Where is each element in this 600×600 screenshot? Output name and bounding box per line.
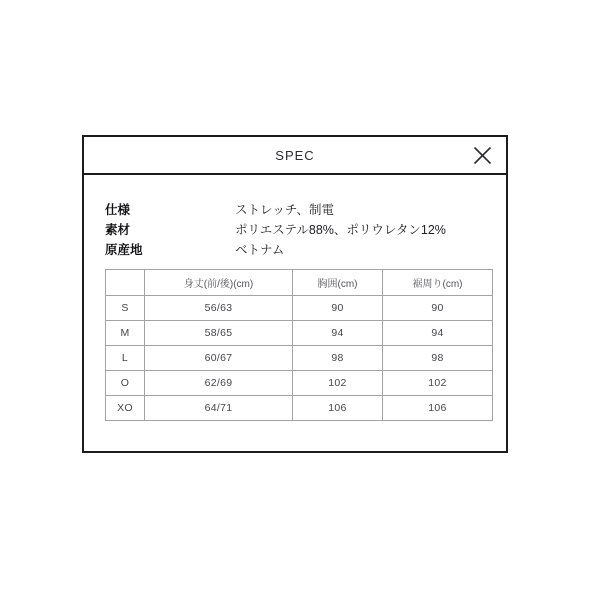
cell-length-l: 60/67 — [145, 346, 293, 371]
header-cell-size — [106, 270, 145, 296]
table-row-xo — [106, 396, 493, 421]
cell-length-s: 56/63 — [145, 296, 293, 321]
info-value-material: ポリエステル88%、ポリウレタン12% — [235, 223, 446, 237]
info-value-spec: ストレッチ、制電 — [235, 203, 335, 217]
close-button[interactable] — [469, 142, 495, 168]
cell-size-s: S — [106, 296, 145, 321]
table-row-m — [106, 321, 493, 346]
cell-size-xo: XO — [106, 396, 145, 421]
spec-info — [105, 199, 486, 259]
size-table-header-row — [106, 270, 493, 296]
close-icon — [473, 146, 492, 165]
table-row-s — [106, 296, 493, 321]
cell-length-xo: 64/71 — [145, 396, 293, 421]
cell-hem-l: 98 — [383, 346, 493, 371]
info-label-origin: 原産地 — [105, 243, 143, 257]
cell-length-m: 58/65 — [145, 321, 293, 346]
cell-size-l: L — [106, 346, 145, 371]
cell-chest-s: 90 — [293, 296, 383, 321]
modal-body — [84, 175, 506, 421]
cell-chest-m: 94 — [293, 321, 383, 346]
cell-size-o: O — [106, 371, 145, 396]
cell-chest-xo: 106 — [293, 396, 383, 421]
header-cell-chest: 胸囲(cm) — [293, 270, 383, 296]
cell-chest-o: 102 — [293, 371, 383, 396]
header-cell-hem: 裾周り(cm) — [383, 270, 493, 296]
cell-chest-l: 98 — [293, 346, 383, 371]
cell-hem-s: 90 — [383, 296, 493, 321]
cell-hem-m: 94 — [383, 321, 493, 346]
modal-title: SPEC — [275, 147, 315, 163]
cell-size-m: M — [106, 321, 145, 346]
spec-modal — [82, 135, 508, 453]
cell-length-o: 62/69 — [145, 371, 293, 396]
table-row-o — [106, 371, 493, 396]
header-cell-body-length: 身丈(前/後)(cm) — [145, 270, 293, 296]
table-row-l — [106, 346, 493, 371]
size-table-body — [106, 296, 493, 421]
info-value-origin: ベトナム — [235, 243, 285, 257]
modal-header — [84, 137, 506, 175]
size-table-head — [106, 270, 493, 296]
info-row-spec — [105, 199, 486, 219]
cell-hem-xo: 106 — [383, 396, 493, 421]
size-table — [105, 269, 493, 421]
info-label-material: 素材 — [105, 223, 131, 237]
info-label-spec: 仕様 — [105, 203, 131, 217]
info-row-material — [105, 219, 486, 239]
cell-hem-o: 102 — [383, 371, 493, 396]
info-row-origin — [105, 239, 486, 259]
